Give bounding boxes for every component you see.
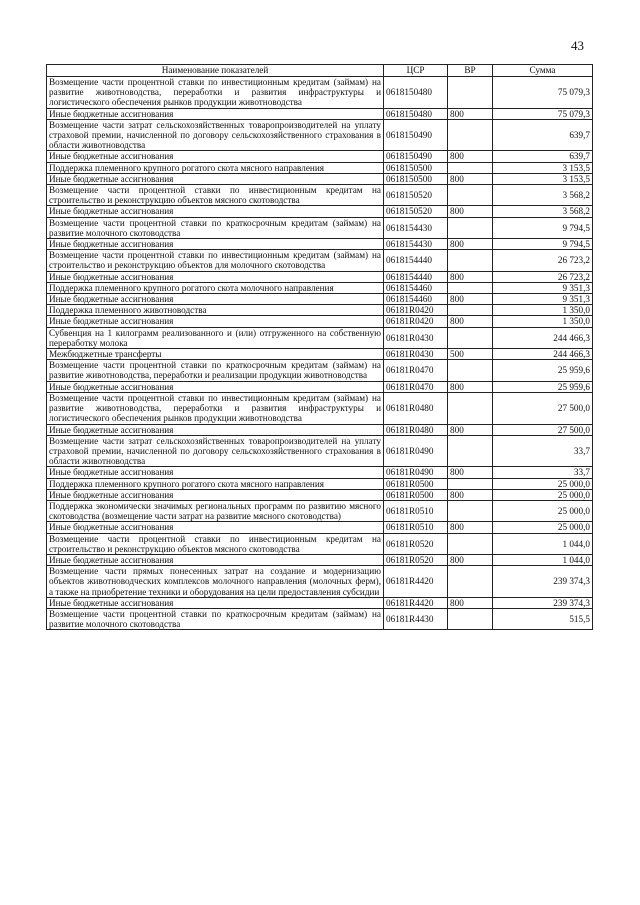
- row-csr-cell: 0618154440: [384, 271, 448, 282]
- row-csr-cell: 06181R0510: [384, 522, 448, 533]
- row-sum-cell: 9 351,3: [493, 294, 593, 305]
- column-header-csr: ЦСР: [384, 65, 448, 77]
- row-vr-cell: 800: [448, 554, 493, 565]
- header-row: [47, 65, 593, 77]
- table-row: [47, 108, 593, 119]
- page-number: 43: [571, 38, 584, 53]
- table-row: [47, 316, 593, 327]
- row-vr-cell: [448, 500, 493, 521]
- row-name-cell: Субвенция на 1 килограмм реализованного и (или) отгруженного на собственную переработку молока: [47, 327, 384, 348]
- row-name-cell: Поддержка племенного крупного рогатого скота молочного направления: [47, 282, 384, 293]
- row-csr-cell: 06181R0500: [384, 489, 448, 500]
- row-name-cell: Иные бюджетные ассигнования: [47, 294, 384, 305]
- row-name-cell: Возмещение части процентной ставки по краткосрочным кредитам (займам) на развитие молочного скотоводства: [47, 217, 384, 238]
- row-sum-cell: 3 153,5: [493, 173, 593, 184]
- row-vr-cell: 800: [448, 108, 493, 119]
- row-csr-cell: 0618150490: [384, 151, 448, 162]
- row-vr-cell: 800: [448, 151, 493, 162]
- row-name-cell: Возмещение части процентной ставки по инвестиционным кредитам (займам) на развитие животноводства, переработки и развития инфраструктуры и логистического обеспечения рынков продукции животноводства: [47, 77, 384, 109]
- row-sum-cell: 1 350,0: [493, 316, 593, 327]
- row-sum-cell: 75 079,3: [493, 108, 593, 119]
- row-vr-cell: 800: [448, 597, 493, 608]
- row-name-cell: Иные бюджетные ассигнования: [47, 316, 384, 327]
- row-csr-cell: 06181R4430: [384, 608, 448, 629]
- row-name-cell: Возмещение части процентной ставки по инвестиционным кредитам на строительство и реконструкцию объектов мясного скотоводства: [47, 185, 384, 206]
- row-sum-cell: 244 466,3: [493, 327, 593, 348]
- row-sum-cell: 9 351,3: [493, 282, 593, 293]
- row-vr-cell: [448, 185, 493, 206]
- row-csr-cell: 0618154460: [384, 282, 448, 293]
- row-vr-cell: [448, 217, 493, 238]
- row-vr-cell: [448, 435, 493, 467]
- row-csr-cell: 06181R0490: [384, 467, 448, 478]
- table-row: [47, 381, 593, 392]
- row-csr-cell: 06181R0420: [384, 316, 448, 327]
- row-csr-cell: 06181R0480: [384, 424, 448, 435]
- row-name-cell: Поддержка племенного крупного рогатого скота мясного направления: [47, 162, 384, 173]
- row-sum-cell: 9 794,5: [493, 239, 593, 250]
- table-row: [47, 250, 593, 271]
- table-row: [47, 217, 593, 238]
- row-name-cell: Возмещение части затрат сельскохозяйственных товаропроизводителей на уплату страховой премии, начисленной по договору сельскохозяйственного страхования в области животноводства: [47, 119, 384, 151]
- row-name-cell: Иные бюджетные ассигнования: [47, 554, 384, 565]
- row-name-cell: Возмещение части процентной ставки по краткосрочным кредитам (займам) на развитие животноводства, переработки и реализации продукции животноводства: [47, 360, 384, 381]
- row-sum-cell: 3 153,5: [493, 162, 593, 173]
- row-name-cell: Поддержка племенного крупного рогатого скота мясного направления: [47, 478, 384, 489]
- table-row: [47, 239, 593, 250]
- table-row: [47, 305, 593, 316]
- row-sum-cell: 639,7: [493, 151, 593, 162]
- row-sum-cell: 3 568,2: [493, 185, 593, 206]
- row-csr-cell: 06181R0500: [384, 478, 448, 489]
- row-sum-cell: 27 500,0: [493, 392, 593, 424]
- table-body: [47, 77, 593, 630]
- row-name-cell: Возмещение части затрат сельскохозяйственных товаропроизводителей на уплату страховой премии, начисленной по договору сельскохозяйственного страхования в области животноводства: [47, 435, 384, 467]
- row-vr-cell: 800: [448, 271, 493, 282]
- row-vr-cell: [448, 566, 493, 598]
- row-sum-cell: 26 723,2: [493, 250, 593, 271]
- table-row: [47, 185, 593, 206]
- table-row: [47, 478, 593, 489]
- row-vr-cell: 800: [448, 467, 493, 478]
- row-csr-cell: 0618150480: [384, 77, 448, 109]
- row-sum-cell: 239 374,3: [493, 597, 593, 608]
- row-vr-cell: 800: [448, 206, 493, 217]
- row-name-cell: Иные бюджетные ассигнования: [47, 239, 384, 250]
- table-row: [47, 360, 593, 381]
- row-csr-cell: 0618154440: [384, 250, 448, 271]
- table-row: [47, 533, 593, 554]
- row-vr-cell: [448, 392, 493, 424]
- budget-table: [46, 64, 593, 630]
- row-vr-cell: 800: [448, 173, 493, 184]
- table-row: [47, 349, 593, 360]
- row-name-cell: Иные бюджетные ассигнования: [47, 489, 384, 500]
- column-header-vr: ВР: [448, 65, 493, 77]
- row-csr-cell: 06181R4420: [384, 597, 448, 608]
- row-csr-cell: 06181R0480: [384, 392, 448, 424]
- row-name-cell: Иные бюджетные ассигнования: [47, 173, 384, 184]
- table-row: [47, 119, 593, 151]
- row-name-cell: Поддержка экономически значимых региональных программ по развитию мясного скотоводства (возмещение части затрат на развитие мясного скотоводства): [47, 500, 384, 521]
- table-row: [47, 489, 593, 500]
- row-vr-cell: 800: [448, 424, 493, 435]
- row-csr-cell: 0618150490: [384, 119, 448, 151]
- row-sum-cell: 515,5: [493, 608, 593, 629]
- row-sum-cell: 244 466,3: [493, 349, 593, 360]
- table-header: [47, 65, 593, 77]
- table-row: [47, 151, 593, 162]
- row-sum-cell: 3 568,2: [493, 206, 593, 217]
- row-csr-cell: 06181R0430: [384, 349, 448, 360]
- row-vr-cell: 800: [448, 489, 493, 500]
- row-vr-cell: [448, 360, 493, 381]
- table-row: [47, 162, 593, 173]
- table-row: [47, 77, 593, 109]
- table-row: [47, 597, 593, 608]
- row-name-cell: Возмещение части процентной ставки по инвестиционным кредитам (займам) на строительство и реконструкцию объектов для молочного скотоводства: [47, 250, 384, 271]
- table-row: [47, 554, 593, 565]
- row-vr-cell: 800: [448, 316, 493, 327]
- row-name-cell: Иные бюджетные ассигнования: [47, 271, 384, 282]
- row-name-cell: Иные бюджетные ассигнования: [47, 206, 384, 217]
- row-name-cell: Иные бюджетные ассигнования: [47, 381, 384, 392]
- row-sum-cell: 25 000,0: [493, 500, 593, 521]
- row-csr-cell: 06181R0470: [384, 381, 448, 392]
- row-name-cell: Иные бюджетные ассигнования: [47, 522, 384, 533]
- row-vr-cell: 500: [448, 349, 493, 360]
- row-csr-cell: 06181R0420: [384, 305, 448, 316]
- table-row: [47, 294, 593, 305]
- row-name-cell: Межбюджетные трансферты: [47, 349, 384, 360]
- table-row: [47, 467, 593, 478]
- table-row: [47, 500, 593, 521]
- row-sum-cell: 239 374,3: [493, 566, 593, 598]
- row-name-cell: Иные бюджетные ассигнования: [47, 597, 384, 608]
- row-vr-cell: [448, 327, 493, 348]
- row-name-cell: Иные бюджетные ассигнования: [47, 108, 384, 119]
- row-vr-cell: [448, 282, 493, 293]
- table-row: [47, 608, 593, 629]
- row-vr-cell: 800: [448, 294, 493, 305]
- row-csr-cell: 06181R0520: [384, 533, 448, 554]
- row-vr-cell: [448, 250, 493, 271]
- row-vr-cell: [448, 77, 493, 109]
- row-name-cell: Возмещение части прямых понесенных затрат на создание и модернизацию объектов животноводческих комплексов молочного направления (молочных ферм), а также на приобретение техники и оборудования на цели предоставления субсидии: [47, 566, 384, 598]
- table-row: [47, 392, 593, 424]
- row-vr-cell: [448, 533, 493, 554]
- table-row: [47, 424, 593, 435]
- row-name-cell: Возмещение части процентной ставки по инвестиционным кредитам (займам) на развитие животноводства, переработки и развития инфраструктуры и логистического обеспечения рынков продукции животноводства: [47, 392, 384, 424]
- row-vr-cell: 800: [448, 522, 493, 533]
- row-csr-cell: 0618150500: [384, 173, 448, 184]
- row-sum-cell: 1 044,0: [493, 554, 593, 565]
- row-csr-cell: 0618150480: [384, 108, 448, 119]
- row-name-cell: Иные бюджетные ассигнования: [47, 151, 384, 162]
- row-csr-cell: 06181R0430: [384, 327, 448, 348]
- row-csr-cell: 0618154430: [384, 239, 448, 250]
- row-sum-cell: 639,7: [493, 119, 593, 151]
- row-csr-cell: 06181R4420: [384, 566, 448, 598]
- row-sum-cell: 25 959,6: [493, 360, 593, 381]
- row-csr-cell: 0618150520: [384, 206, 448, 217]
- row-vr-cell: [448, 608, 493, 629]
- row-vr-cell: 800: [448, 381, 493, 392]
- row-name-cell: Поддержка племенного животноводства: [47, 305, 384, 316]
- row-name-cell: Иные бюджетные ассигнования: [47, 467, 384, 478]
- row-sum-cell: 33,7: [493, 467, 593, 478]
- column-header-sum: Сумма: [493, 65, 593, 77]
- column-header-name: Наименование показателей: [47, 65, 384, 77]
- table-row: [47, 282, 593, 293]
- row-vr-cell: [448, 305, 493, 316]
- row-sum-cell: 33,7: [493, 435, 593, 467]
- row-sum-cell: 25 000,0: [493, 478, 593, 489]
- row-sum-cell: 25 000,0: [493, 522, 593, 533]
- row-name-cell: Иные бюджетные ассигнования: [47, 424, 384, 435]
- row-sum-cell: 26 723,2: [493, 271, 593, 282]
- row-vr-cell: [448, 478, 493, 489]
- row-sum-cell: 25 959,6: [493, 381, 593, 392]
- row-sum-cell: 1 044,0: [493, 533, 593, 554]
- row-csr-cell: 0618150500: [384, 162, 448, 173]
- row-csr-cell: 06181R0510: [384, 500, 448, 521]
- table-row: [47, 435, 593, 467]
- row-csr-cell: 06181R0520: [384, 554, 448, 565]
- row-sum-cell: 75 079,3: [493, 77, 593, 109]
- row-vr-cell: [448, 162, 493, 173]
- row-vr-cell: [448, 119, 493, 151]
- row-sum-cell: 1 350,0: [493, 305, 593, 316]
- row-csr-cell: 06181R0490: [384, 435, 448, 467]
- table-row: [47, 271, 593, 282]
- table-row: [47, 566, 593, 598]
- table-row: [47, 327, 593, 348]
- row-sum-cell: 25 000,0: [493, 489, 593, 500]
- table-row: [47, 522, 593, 533]
- row-csr-cell: 0618150520: [384, 185, 448, 206]
- row-name-cell: Возмещение части процентной ставки по инвестиционным кредитам на строительство и реконструкцию объектов мясного скотоводства: [47, 533, 384, 554]
- row-csr-cell: 06181R0470: [384, 360, 448, 381]
- row-sum-cell: 27 500,0: [493, 424, 593, 435]
- row-vr-cell: 800: [448, 239, 493, 250]
- row-csr-cell: 0618154460: [384, 294, 448, 305]
- table-row: [47, 206, 593, 217]
- row-csr-cell: 0618154430: [384, 217, 448, 238]
- table-row: [47, 173, 593, 184]
- row-name-cell: Возмещение части процентной ставки по краткосрочным кредитам (займам) на развитие молочного скотоводства: [47, 608, 384, 629]
- row-sum-cell: 9 794,5: [493, 217, 593, 238]
